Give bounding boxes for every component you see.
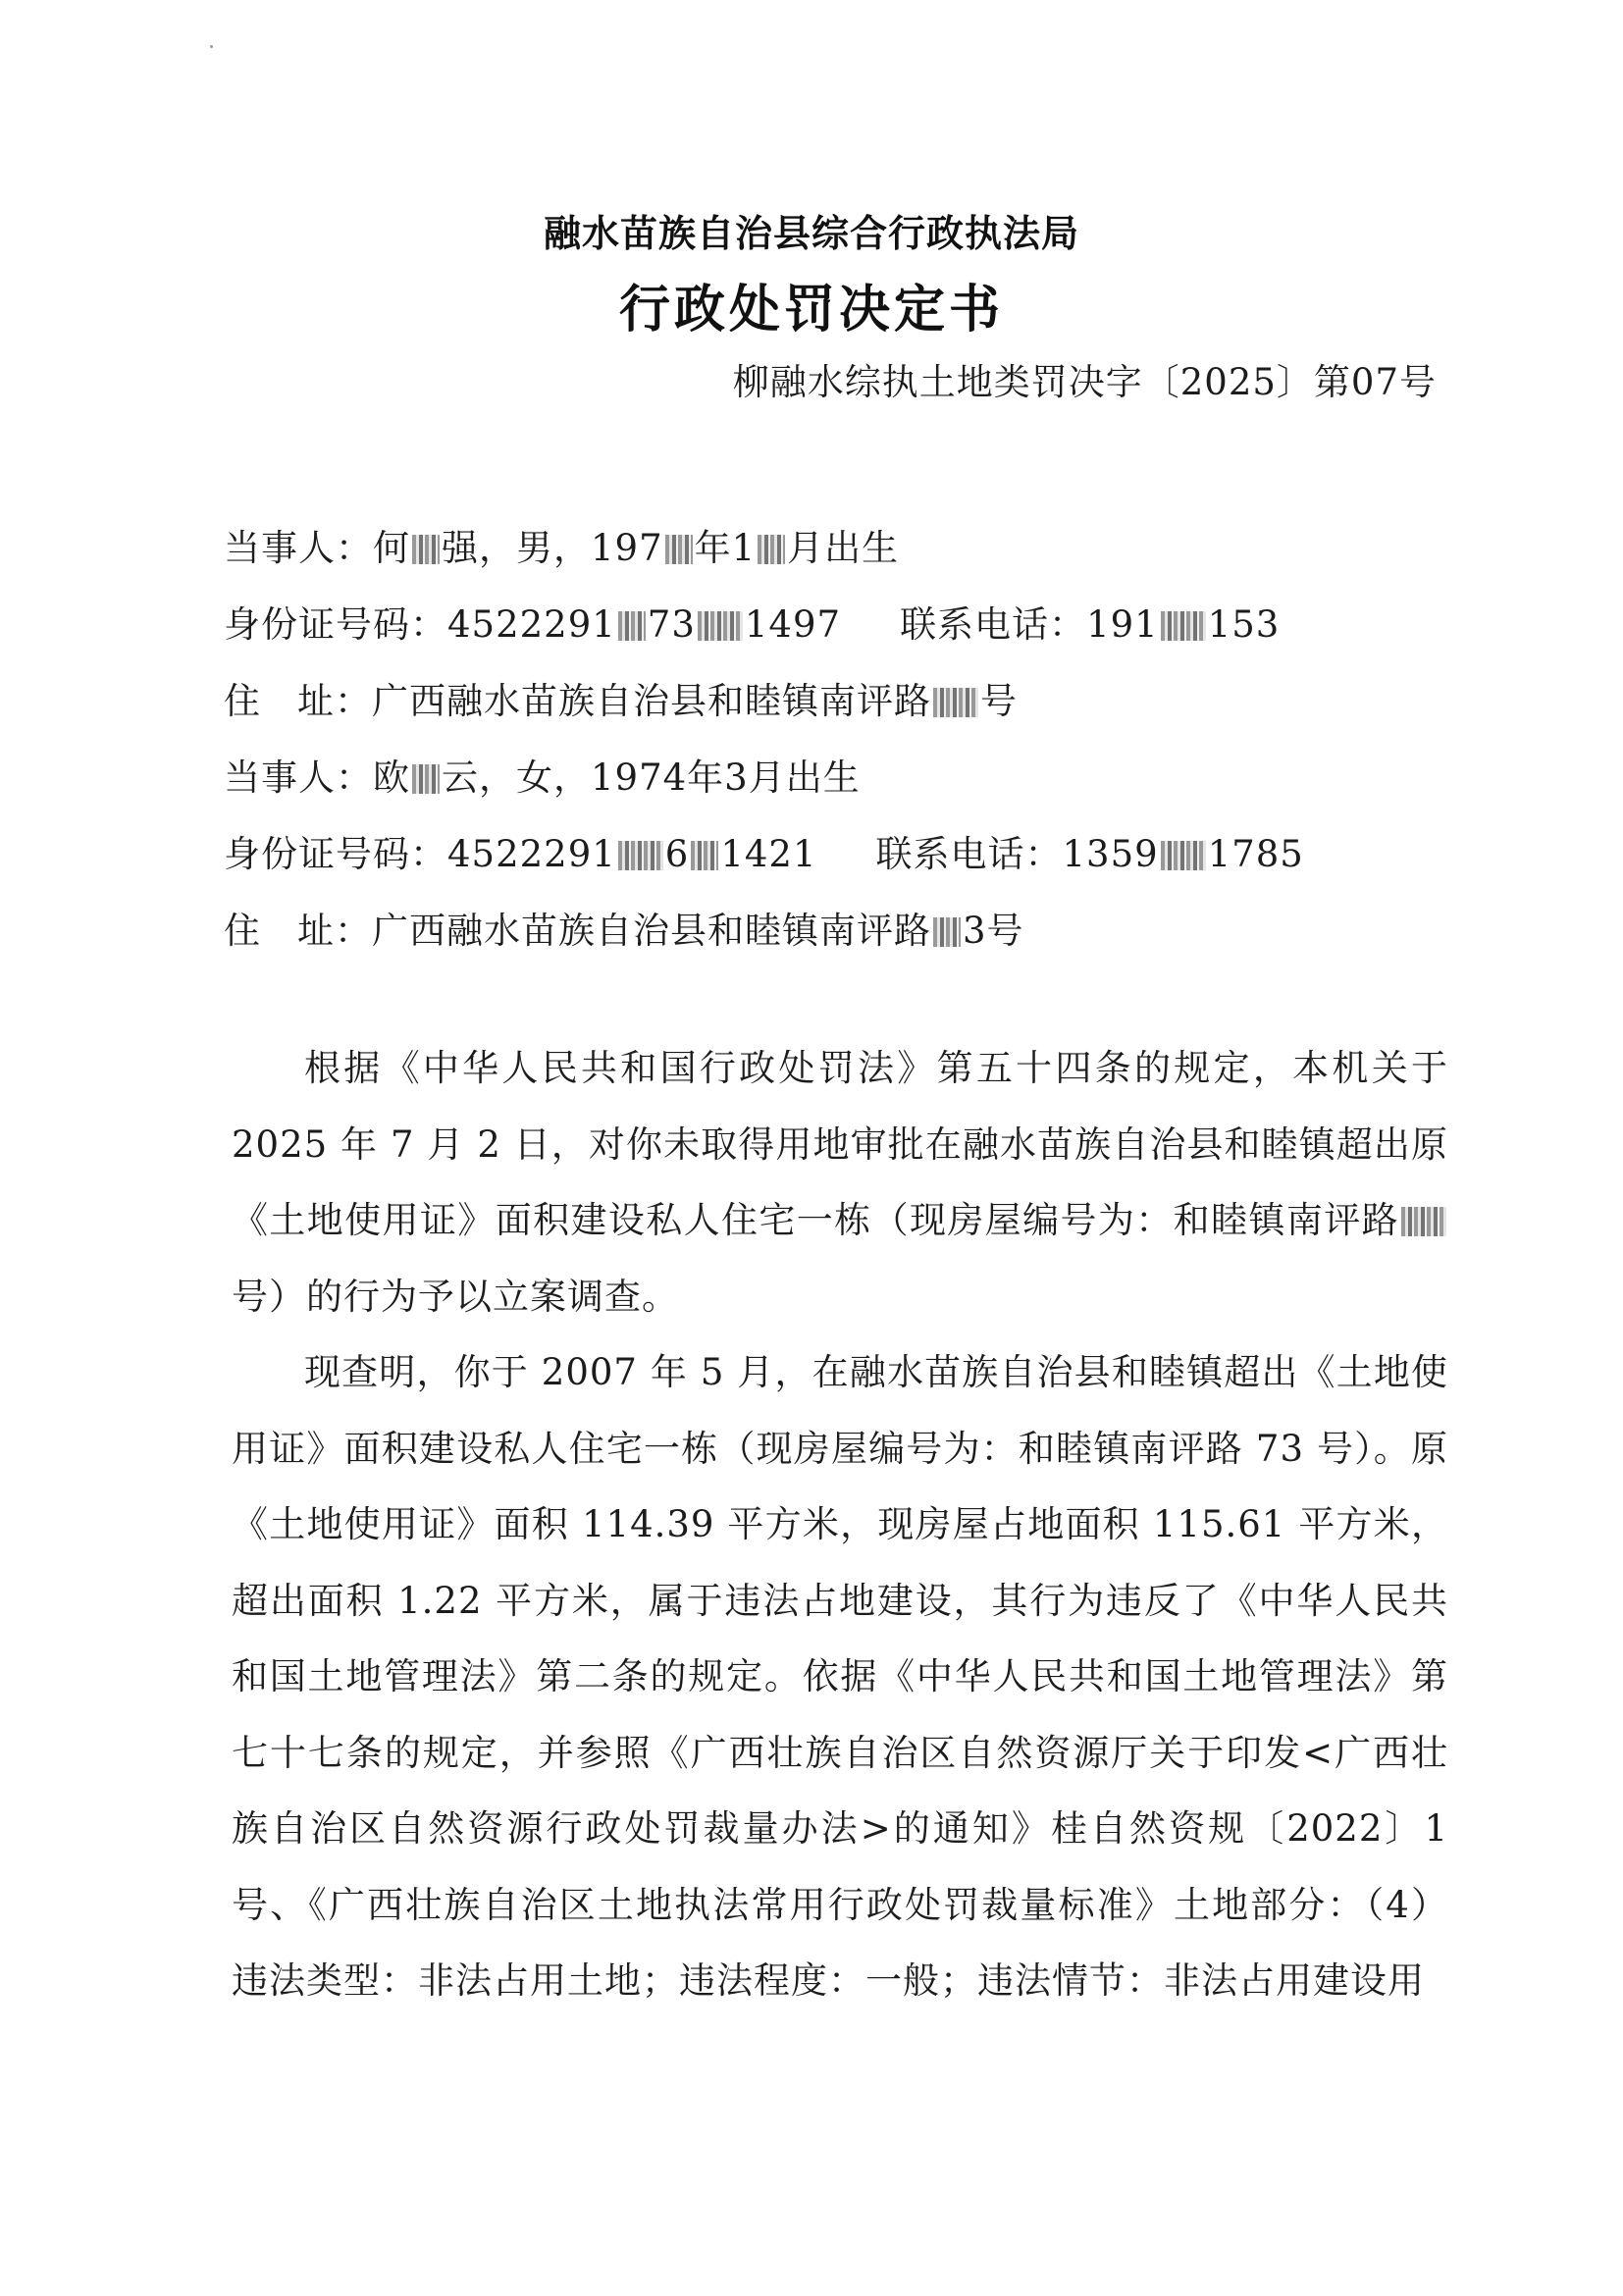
party-1-address-line [224, 663, 1431, 740]
id-number-start: 4522291 [447, 833, 616, 875]
scan-speck [210, 45, 213, 48]
id-number-mid: 6 [664, 833, 690, 875]
redaction-mark [412, 764, 440, 794]
phone-end: 1785 [1207, 833, 1304, 875]
paragraph-findings: 现查明，你于 2007 年 5 月，在融水苗族自治县和睦镇超出《土地使用证》面积建设私人住宅一栋（现房屋编号为：和睦镇南评路 73 号）。原《土地使用证》面积 114.39 平方米，现房屋占地面积 115.61 平方米，超出面积 1.22 平方米，属于违法占地建设，其行为违反了《中华人民共和国土地管理法》第二条的规定。依据《中华人民共和国土地管理法》第七十七条的规定，并参照《广西壮族自治区自然资源厅关于印发<广西壮族自治区自然资源行政处罚裁量办法>的通知》桂自然资规〔2022〕1 号、《广西壮族自治区土地执法常用行政处罚裁量标准》土地部分：（4）违法类型：非法占用土地；违法程度：一般；违法情节：非法占用建设用 [232, 1351, 1449, 2002]
party-label: 当事人： [224, 757, 373, 799]
redaction-mark [933, 688, 978, 717]
redaction-mark [665, 535, 693, 564]
redaction-mark [1401, 1207, 1446, 1236]
address-end: 3号 [963, 910, 1024, 952]
paragraph-case-filing [232, 1030, 1448, 1334]
id-number-mid: 73 [647, 603, 696, 646]
party-birth-end: 月出生 [787, 527, 900, 569]
phone-start: 1359 [1062, 833, 1159, 875]
party-1-name-line [224, 510, 1431, 587]
party-2-address-line [224, 893, 1431, 969]
redaction-mark [691, 841, 718, 870]
phone-start: 191 [1086, 603, 1159, 646]
party-name-start: 欧 [373, 757, 410, 799]
decision-body [232, 1030, 1448, 2019]
document-number: 柳融水综执土地类罚决字〔2025〕第07号 [732, 361, 1437, 403]
redaction-mark [1161, 841, 1206, 870]
redaction-mark [618, 611, 646, 641]
id-number-start: 4522291 [447, 603, 616, 646]
party-name-rest: 云，女，1974年3月出生 [442, 757, 861, 799]
party-birth-mid: 年1 [694, 527, 757, 569]
redaction-mark [698, 611, 743, 641]
phone-label: 联系电话： [900, 603, 1087, 646]
address-end: 号 [980, 680, 1018, 722]
document-title: 行政处罚决定书 [618, 280, 1004, 339]
phone-end: 153 [1207, 603, 1281, 646]
party-name-rest: 强，男，197 [442, 527, 663, 569]
address-label-b: 址： [297, 910, 372, 952]
redaction-mark [412, 535, 440, 564]
party-2-id-line [224, 816, 1431, 893]
address-label-b: 址： [297, 680, 372, 722]
id-number-end: 1497 [744, 603, 842, 646]
party-2-name-line [224, 740, 1431, 816]
id-label: 身份证号码： [224, 603, 447, 646]
paragraph-text: 号）的行为予以立案调查。 [232, 1275, 679, 1318]
issuing-organization: 融水苗族自治县综合行政执法局 [543, 212, 1079, 255]
address-start: 广西融水苗族自治县和睦镇南评路 [372, 910, 931, 952]
id-number-end: 1421 [720, 833, 817, 875]
id-label: 身份证号码： [224, 833, 447, 875]
address-label-a: 住 [224, 910, 261, 952]
address-start: 广西融水苗族自治县和睦镇南评路 [372, 680, 931, 722]
redaction-mark [758, 535, 785, 564]
address-label-a: 住 [224, 680, 261, 722]
party-1-id-line [224, 587, 1431, 663]
paragraph-text: 根据《中华人民共和国行政处罚法》第五十四条的规定，本机关于 2025 年 7 月 2 日，对你未取得用地审批在融水苗族自治县和睦镇超出原《土地使用证》面积建设私人住宅一栋（现房屋编号为：和睦镇南评路 [232, 1047, 1448, 1241]
party-name-start: 何 [373, 527, 410, 569]
redaction-mark [618, 841, 663, 870]
parties-section [224, 510, 1431, 969]
redaction-mark [933, 917, 961, 947]
redaction-mark [1161, 611, 1206, 641]
phone-label: 联系电话： [875, 833, 1063, 875]
party-label: 当事人： [224, 527, 373, 569]
